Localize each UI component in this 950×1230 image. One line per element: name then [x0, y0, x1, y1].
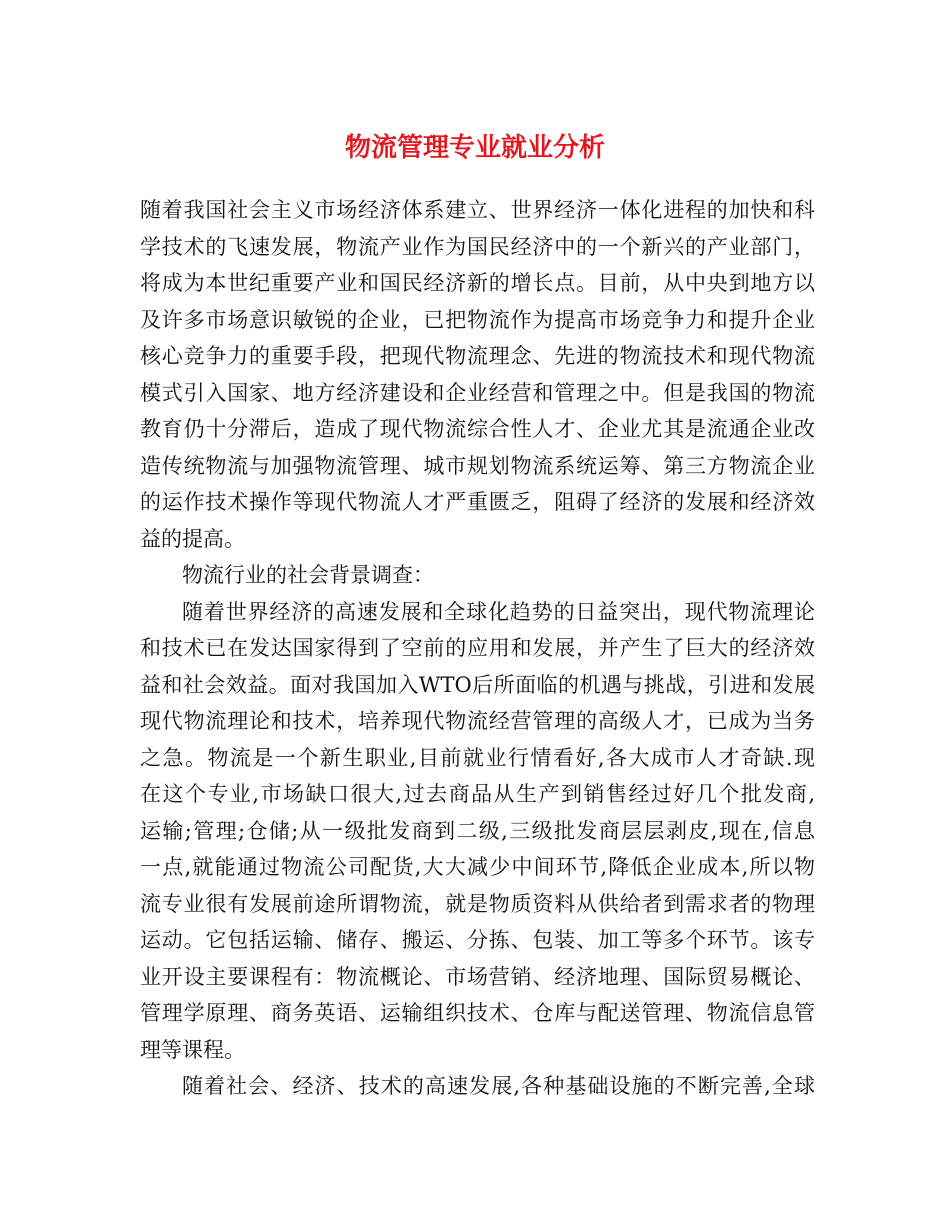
- paragraph: [140, 1068, 815, 1105]
- text-line: 益的提高。: [140, 526, 245, 551]
- text-line: 运输;管理;仓储;从一级批发商到二级,三级批发商层层剥皮,现在,信息: [140, 818, 815, 843]
- text-line: 教育仍十分滞后，造成了现代物流综合性人才、企业尤其是流通企业改: [140, 417, 815, 441]
- text-line: 学技术的飞速发展，物流产业作为国民经济中的一个新兴的产业部门，: [140, 234, 815, 259]
- section-heading: 物流行业的社会背景调查：: [182, 563, 434, 587]
- text-line: 随着世界经济的高速发展和全球化趋势的日益突出，现代物流理论: [182, 599, 815, 624]
- text-line: 核心竞争力的重要手段，把现代物流理念、先进的物流技术和现代物流: [140, 344, 815, 368]
- text-line: 业开设主要课程有：物流概论、市场营销、经济地理、国际贸易概论、: [140, 964, 815, 989]
- text-line: 益和社会效益。面对我国加入WTO后所面临的机遇与挑战，引进和发展: [140, 672, 815, 697]
- text-line: 一点,就能通过物流公司配货,大大减少中间环节,降低企业成本,所以物: [140, 855, 815, 879]
- paragraph: [140, 594, 815, 1069]
- document-body: [140, 192, 815, 1105]
- text-line: 模式引入国家、地方经济建设和企业经营和管理之中。但是我国的物流: [140, 380, 815, 405]
- text-line: 造传统物流与加强物流管理、城市规划物流系统运筹、第三方物流企业: [140, 453, 815, 478]
- text-line: 随着社会、经济、技术的高速发展,各种基础设施的不断完善,全球: [182, 1074, 815, 1098]
- text-line: 的运作技术操作等现代物流人才严重匮乏，阻碍了经济的发展和经济效: [140, 490, 815, 514]
- text-line: 和技术已在发达国家得到了空前的应用和发展，并产生了巨大的经济效: [140, 636, 815, 660]
- text-line: 运动。它包括运输、储存、搬运、分拣、包装、加工等多个环节。该专: [140, 928, 815, 952]
- text-line: 流专业很有发展前途所谓物流，就是物质资料从供给者到需求者的物理: [140, 891, 815, 916]
- paragraph: [140, 557, 815, 594]
- text-line: 之急。物流是一个新生职业,目前就业行情看好,各大成市人才奇缺.现: [140, 745, 815, 770]
- text-line: 在这个专业,市场缺口很大,过去商品从生产到销售经过好几个批发商,: [140, 782, 815, 806]
- paragraph: [140, 192, 815, 557]
- text-line: 理等课程。: [140, 1037, 245, 1062]
- text-line: 随着我国社会主义市场经济体系建立、世界经济一体化进程的加快和科: [140, 198, 815, 222]
- text-line: 及许多市场意识敏锐的企业，已把物流作为提高市场竞争力和提升企业: [140, 307, 815, 332]
- text-line: 管理学原理、商务英语、运输组织技术、仓库与配送管理、物流信息管: [140, 1001, 815, 1025]
- text-line: 现代物流理论和技术，培养现代物流经营管理的高级人才，已成为当务: [140, 709, 815, 733]
- text-line: 将成为本世纪重要产业和国民经济新的增长点。目前，从中央到地方以: [140, 271, 815, 295]
- document-title: 物流管理专业就业分析: [344, 133, 605, 163]
